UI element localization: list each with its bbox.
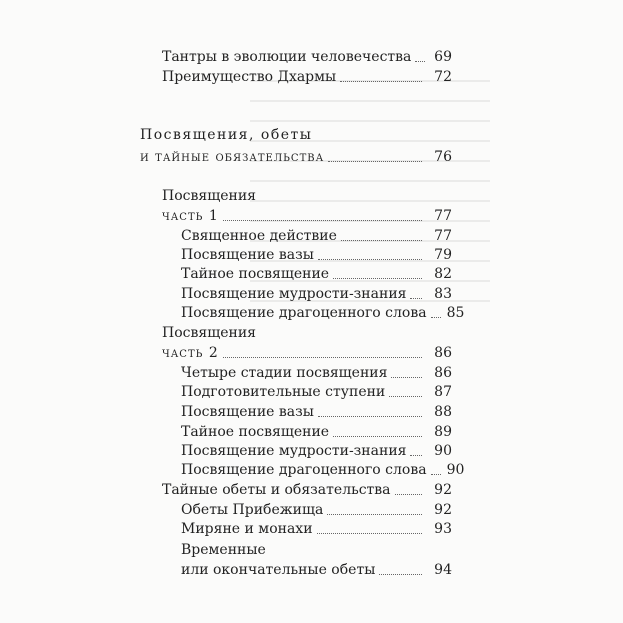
toc-entry[interactable] — [181, 384, 452, 400]
dot-leader — [410, 455, 422, 456]
toc-entry-title: Четыре стадии посвящения — [181, 365, 388, 381]
toc-entry[interactable] — [181, 266, 452, 282]
toc-subsection-heading — [162, 325, 452, 341]
toc-entry-page: 72 — [434, 69, 452, 85]
toc-entry[interactable] — [181, 562, 452, 578]
toc-entry-title: Тайное посвящение — [181, 424, 330, 440]
toc-entry-title: Посвящения, обеты — [140, 127, 313, 143]
dot-leader — [340, 81, 422, 82]
toc-entry-title: Посвящение драгоценного слова — [181, 305, 427, 321]
toc-entry-page: 86 — [434, 345, 452, 361]
toc-entry-title: Посвящение мудрости-знания — [181, 443, 407, 459]
dot-leader — [391, 377, 422, 378]
toc-entry-page: 89 — [434, 424, 452, 440]
toc-entry-title: Посвящения — [162, 188, 256, 204]
toc-entry-page: 85 — [446, 305, 465, 321]
toc-subsection-heading — [162, 188, 452, 204]
toc-entry-page: 94 — [434, 562, 452, 578]
toc-entry[interactable] — [181, 305, 465, 321]
toc-entry[interactable] — [140, 149, 452, 165]
dot-leader — [327, 514, 422, 515]
toc-entry-title: Преимущество Дхармы — [162, 69, 337, 85]
toc-entry-title: Тайное посвящение — [181, 266, 330, 282]
dot-leader — [341, 240, 422, 241]
toc-entry-page: 77 — [434, 208, 452, 224]
toc-entry-title: и тайные обязательства — [140, 149, 325, 165]
toc-entry-title: Подготовительные ступени — [181, 384, 386, 400]
toc-entry[interactable] — [162, 208, 452, 224]
toc-entry[interactable] — [181, 424, 452, 440]
toc-entry[interactable] — [181, 502, 452, 518]
toc-entry-title: часть 1 — [162, 208, 219, 224]
toc-entry-title: Миряне и монахи — [181, 521, 313, 537]
toc-entry-title: Посвящение драгоценного слова — [181, 462, 427, 478]
toc-entry[interactable] — [162, 49, 452, 65]
toc-entry[interactable] — [181, 443, 452, 459]
toc-entry-page: 88 — [434, 404, 452, 420]
toc-entry-title: Посвящения — [162, 325, 256, 341]
toc-entry-title: Посвящение вазы — [181, 404, 314, 420]
dot-leader — [333, 278, 422, 279]
toc-subsection-heading — [181, 542, 452, 558]
dot-leader — [318, 259, 422, 260]
toc-entry-title: Посвящение мудрости-знания — [181, 286, 407, 302]
toc-entry-page: 79 — [434, 247, 452, 263]
dot-leader — [431, 474, 441, 475]
toc-entry-title: или окончательные обеты — [181, 562, 376, 578]
dot-leader — [223, 357, 422, 358]
toc-entry-page: 82 — [434, 266, 452, 282]
toc-entry[interactable] — [181, 286, 452, 302]
dot-leader — [389, 396, 422, 397]
toc-entry-title: часть 2 — [162, 345, 219, 361]
toc-entry[interactable] — [181, 404, 452, 420]
toc-entry[interactable] — [162, 345, 452, 361]
toc-entry[interactable] — [162, 69, 452, 85]
dot-leader — [318, 416, 422, 417]
toc-entry[interactable] — [181, 462, 465, 478]
toc-entry-page: 92 — [434, 502, 452, 518]
dot-leader — [223, 220, 422, 221]
toc-entry[interactable] — [181, 247, 452, 263]
toc-entry-page: 87 — [434, 384, 452, 400]
dot-leader — [328, 161, 422, 162]
toc-entry[interactable] — [181, 521, 452, 537]
dot-leader — [379, 574, 422, 575]
toc-entry-page: 90 — [434, 443, 452, 459]
toc-entry-title: Обеты Прибежища — [181, 502, 324, 518]
toc-entry[interactable] — [181, 365, 452, 381]
toc-entry-page: 92 — [434, 482, 452, 498]
toc-entry-page: 76 — [434, 149, 452, 165]
toc-entry-title: Тайные обеты и обязательства — [162, 482, 391, 498]
dot-leader — [415, 61, 425, 62]
toc-entry-title: Тантры в эволюции человечества — [162, 49, 412, 65]
dot-leader — [317, 533, 422, 534]
toc-entry-page: 93 — [434, 521, 452, 537]
toc-entry[interactable] — [162, 482, 452, 498]
toc-entry-title: Священное действие — [181, 228, 337, 244]
dot-leader — [410, 298, 422, 299]
toc-entry[interactable] — [181, 228, 452, 244]
toc-entry-title: Посвящение вазы — [181, 247, 314, 263]
toc-entry-title: Временные — [181, 542, 266, 558]
toc-section-heading — [140, 127, 452, 143]
toc-entry-page: 69 — [434, 49, 452, 65]
dot-leader — [395, 494, 422, 495]
toc-entry-page: 83 — [434, 286, 452, 302]
toc-entry-page: 86 — [434, 365, 452, 381]
toc-entry-page: 90 — [446, 462, 465, 478]
dot-leader — [431, 317, 441, 318]
dot-leader — [333, 436, 422, 437]
toc-entry-page: 77 — [434, 228, 452, 244]
